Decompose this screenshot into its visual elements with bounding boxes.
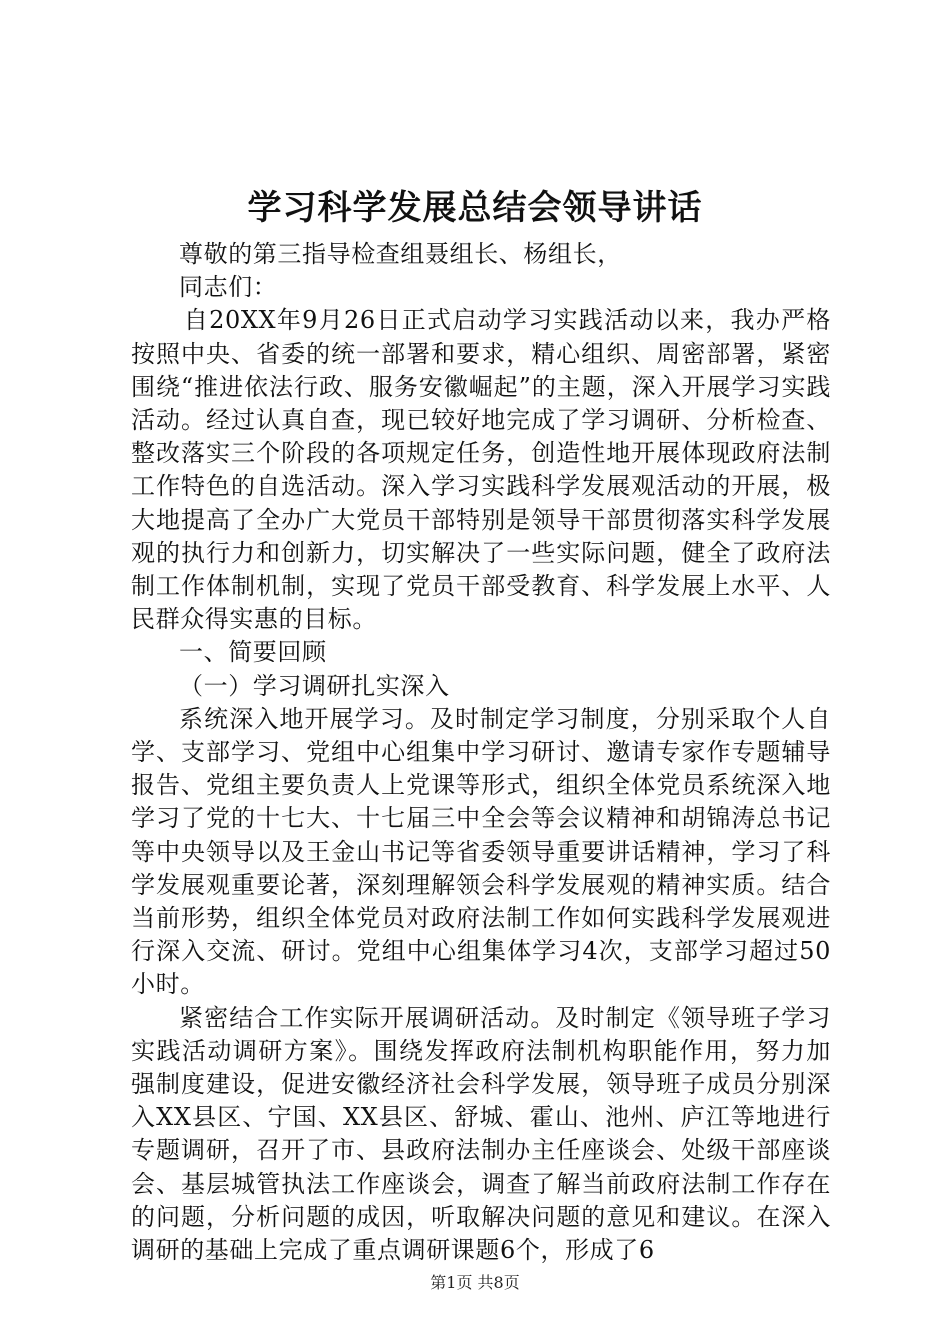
- section-heading: 一、简要回顾: [179, 638, 327, 667]
- subsection-heading: （一）学习调研扎实深入: [179, 671, 450, 700]
- intro-paragraph: 自20XX年9月26日正式启动学习实践活动以来，我办严格按照中央、省委的统一部署和要求，精心组织、周密部署，紧密围绕“推进依法行政、服务安徽崛起”的主题，深入开展学习实践活动。经过认真自查，现已较好地完成了学习调研、分析检查、整改落实三个阶段的各项规定任务，创造性地开展体现政府法制工作特色的自选活动。深入学习实践科学发展观活动的开展，极大地提高了全办广大党员干部特别是领导干部贯彻落实科学发展观的执行力和创新力，切实解决了一些实际问题，健全了政府法制工作体制机制，实现了党员干部受教育、科学发展上水平、人民群众得实惠的目标。: [131, 306, 831, 634]
- page-number-footer: 第1页 共8页: [430, 1273, 520, 1292]
- salutation-leaders: 尊敬的第三指导检查组聂组长、杨组长，: [179, 240, 622, 268]
- body-paragraph-study: 系统深入地开展学习。及时制定学习制度，分别采取个人自学、支部学习、党组中心组集中学习研讨、邀请专家作专题辅导报告、党组主要负责人上党课等形式，组织全体党员系统深入地学习了党的十七大、十七届三中全会等会议精神和胡锦涛总书记等中央领导以及王金山书记等省委领导重要讲话精神，学习了科学发展观重要论著，深刻理解领会科学发展观的精神实质。结合当前形势，组织全体党员对政府法制工作如何实践科学发展观进行深入交流、研讨。党组中心组集体学习4次，支部学习超过50小时。: [131, 704, 831, 999]
- body-paragraph-research: 紧密结合工作实际开展调研活动。及时制定《领导班子学习实践活动调研方案》。围绕发挥政府法制机构职能作用，努力加强制度建设，促进安徽经济社会科学发展，领导班子成员分别深入XX县区、宁国、XX县区、舒城、霍山、池州、庐江等地进行专题调研，召开了市、县政府法制办主任座谈会、处级干部座谈会、基层城管执法工作座谈会，调查了解当前政府法制工作存在的问题，分析问题的成因，听取解决问题的意见和建议。在深入调研的基础上完成了重点调研课题6个，形成了6: [131, 1003, 831, 1265]
- salutation-comrades: 同志们：: [179, 273, 278, 302]
- document-body: [131, 238, 831, 1267]
- page-title: 学习科学发展总结会领导讲话: [247, 188, 703, 228]
